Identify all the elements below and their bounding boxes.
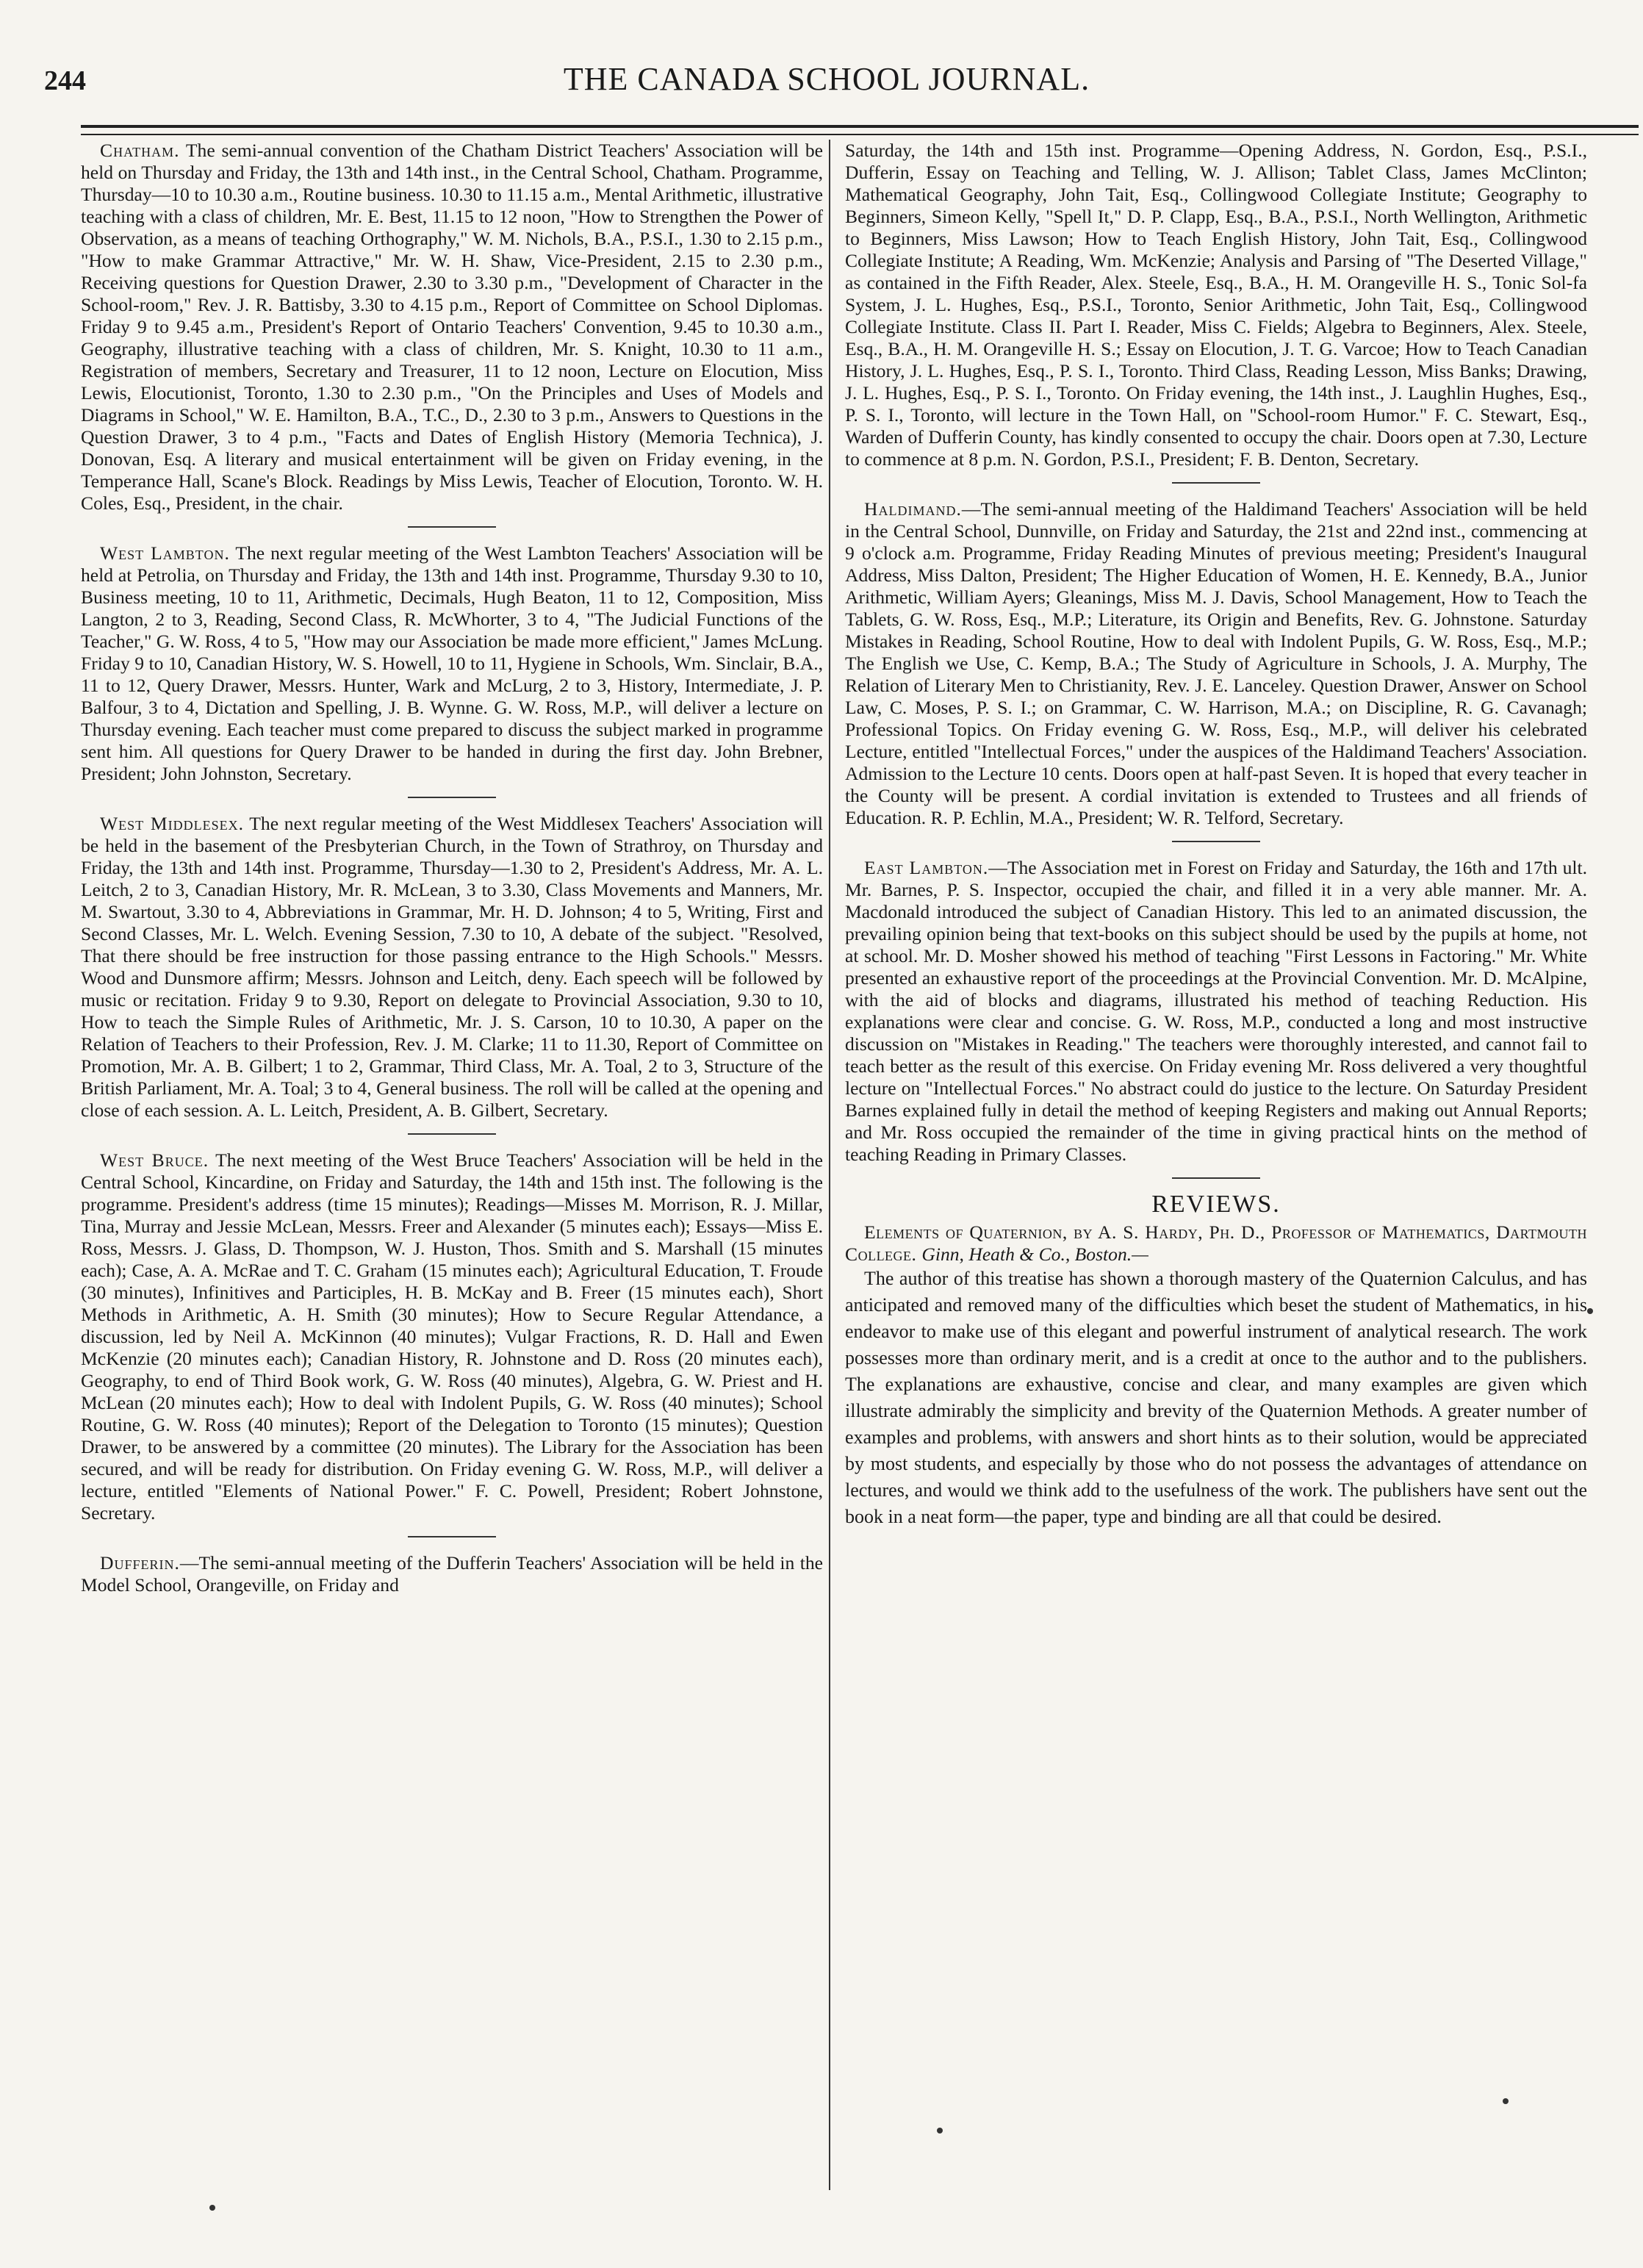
left-column	[81, 140, 823, 2197]
review-publisher: Ginn, Heath & Co., Boston.—	[921, 1244, 1148, 1265]
page-header	[44, 60, 1609, 104]
article-body: The next regular meeting of the West Middlesex Teachers' Association will be held in the basement of the Presbyterian Church, in the Town of Strathroy, on Thursday and Friday, the 13th and 14th inst. Programme, Thursday—1.30 to 2, President's Address, Mr. A. L. Leitch, 2 to 3, Canadian History, Mr. R. McLean, 3 to 3.30, Class Movements and Manners, Mr. M. Swartout, 3.30 to 4, Abbreviations in Grammar, Mr. H. D. Johnson; 4 to 5, Writing, First and Second Classes, Mr. L. Welch. Evening Session, 7.30 to 10, A debate of the subject. "Resolved, That there should be free instruction for those passing entrance to the High Schools." Messrs. Wood and Dunsmore affirm; Messrs. Johnson and Leitch, deny. Each speech will be followed by music or recitation. Friday 9 to 9.30, Report on delegate to Provincial Association, 9.30 to 10, How to teach the Simple Rules of Arithmetic, Mr. J. S. Carson, 10 to 10.30, A paper on the Relation of Teachers to their Profession, Rev. J. M. Clarke; 11 to 11.30, Report of Committee on Promotion, Mr. A. B. Gilbert; 1 to 2, Grammar, Third Class, Mr. A. Toal, 2 to 3, Structure of the British Parliament, Mr. A. Toal; 3 to 4, General business. The roll will be called at the opening and close of each session. A. L. Leitch, President, A. B. Gilbert, Secretary.	[81, 813, 823, 1121]
section-divider	[408, 1536, 496, 1537]
page-number: 244	[44, 65, 86, 96]
section-divider	[408, 526, 496, 528]
article-west-bruce	[81, 1149, 823, 1524]
review-title-line	[845, 1221, 1587, 1266]
right-column	[845, 140, 1587, 2197]
review-body: The author of this treatise has shown a thorough mastery of the Quaternion Calculus, and has anticipated and removed many of the difficulties which beset the student of Mathematics, in his endeavor to make use of this elegant and powerful instrument of analytical research. The work possesses more than ordinary merit, and is a credit at once to the author and to the publishers. The explanations are exhaustive, concise and clear, and many examples are given which illustrate admirably the simplicity and brevity of the Quaternion Methods. A greater number of examples and problems, with answers and short hints as to their solution, would be appreciated by most students, and especially by those who do not possess the advantages of attendance on lectures, and would we think add to the usefulness of the work. The publishers have sent out the book in a neat form—the paper, type and binding are all that could be desired.	[845, 1268, 1587, 1527]
journal-title: THE CANADA SCHOOL JOURNAL.	[563, 61, 1090, 97]
article-text	[81, 140, 823, 514]
header-rule	[81, 125, 1639, 135]
article-heading: Haldimand.	[864, 498, 962, 520]
article-chatham	[81, 140, 823, 514]
article-text	[81, 813, 823, 1122]
article-east-lambton	[845, 857, 1587, 1166]
article-heading: West Middlesex.	[100, 813, 245, 834]
article-west-middlesex	[81, 813, 823, 1122]
article-dufferin-continued	[845, 140, 1587, 470]
section-divider	[1172, 1177, 1260, 1179]
article-heading: Chatham.	[100, 140, 180, 161]
section-divider	[408, 1133, 496, 1135]
article-body: —The semi-annual meeting of the Dufferin Teachers' Association will be held in the Model School, Orangeville, on Friday and	[81, 1552, 823, 1596]
article-heading: West Bruce.	[100, 1149, 209, 1171]
section-divider	[1172, 482, 1260, 484]
article-body: Saturday, the 14th and 15th inst. Programme—Opening Address, N. Gordon, Esq., P.S.I., Dufferin, Essay on Teaching and Telling, W. J. Allison; Tablet Class, James McClinton; Mathematical Geography, John Tait, Esq., Collingwood Collegiate Institute; Geography to Beginners, Simeon Kelly, "Spell It," D. P. Clapp, Esq., B.A., P.S.I., North Wellington, Arithmetic to Beginners, Miss Lawson; How to Teach English History, John Tait, Esq., Collingwood Collegiate Institute; A Reading, Wm. McKenzie; Analysis and Parsing of "The Deserted Village," as contained in the Fifth Reader, Alex. Steele, Esq., B.A., H. M. Orangeville H. S., Tonic Sol-fa System, J. L. Hughes, Esq., P.S.I., Toronto, Senior Arithmetic, John Tait, Esq., Collingwood Collegiate Institute. Class II. Part I. Reader, Miss C. Fields; Algebra to Beginners, Alex. Steele, Esq., B.A., H. M. Orangeville H. S.; Essay on Elocution, J. T. G. Varcoe; How to Teach Canadian History, J. L. Hughes, Esq., P. S. I., Toronto. Third Class, Reading Lesson, Miss Banks; Drawing, J. L. Hughes, Esq., P. S. I., Toronto. On Friday evening, the 14th inst., J. Laughlin Hughes, Esq., P. S. I., Toronto, will lecture in the Town Hall, on "School-room Humor." F. C. Stewart, Esq., Warden of Dufferin County, has kindly consented to occupy the chair. Doors open at 7.30, Lecture to commence at 8 p.m. N. Gordon, P.S.I., President; F. B. Denton, Secretary.	[845, 140, 1587, 470]
ink-speck	[1587, 1308, 1593, 1314]
ink-speck	[1503, 2098, 1509, 2104]
article-heading: Dufferin.	[100, 1552, 180, 1573]
article-heading: East Lambton.	[864, 857, 989, 878]
article-body: The next regular meeting of the West Lambton Teachers' Association will be held at Petrolia, on Thursday and Friday, the 13th and 14th inst. Programme, Thursday 9.30 to 10, Business meeting, 10 to 11, Arithmetic, Decimals, Hugh Beaton, 11 to 12, Composition, Miss Langton, 2 to 3, Reading, Second Class, R. McWhorter, 3 to 4, "The Judicial Functions of the Teacher," G. W. Ross, 4 to 5, "How may our Association be made more efficient," James McLung. Friday 9 to 10, Canadian History, W. S. Howell, 10 to 11, Hygiene in Schools, Wm. Sinclair, B.A., 11 to 12, Query Drawer, Messrs. Hunter, Wark and McLurg, 2 to 3, History, Intermediate, J. P. Balfour, 3 to 4, Dictation and Spelling, J. B. Wynne. G. W. Ross, M.P., will deliver a lecture on Thursday evening. Each teacher must come prepared to discuss the subject marked in programme sent him. All questions for Query Drawer to be handed in during the first day. John Brebner, President; John Johnston, Secretary.	[81, 542, 823, 784]
article-dufferin	[81, 1552, 823, 1596]
article-haldimand	[845, 498, 1587, 829]
article-text	[81, 1149, 823, 1524]
ink-speck	[937, 2128, 943, 2134]
ink-speck	[209, 2205, 215, 2211]
article-body: —The semi-annual meeting of the Haldimand Teachers' Association will be held in the Central School, Dunnville, on Friday and Saturday, the 21st and 22nd inst., commencing at 9 o'clock a.m. Programme, Friday Reading Minutes of previous meeting; President's Inaugural Address, Miss Dalton, President; The Higher Education of Women, H. E. Kennedy, B.A., Junior Arithmetic, William Ayers; Gleanings, Miss M. J. Davis, School Management, How to Teach the Tablets, G. W. Ross, Esq., M.P.; Literature, its Origin and Benefits, Rev. G. Johnstone. Saturday Mistakes in Reading, School Routine, How to deal with Indolent Pupils, G. W. Ross, Esq., M.P.; The English we Use, C. Kemp, B.A.; The Study of Agriculture in Schools, J. A. Murphy, The Relation of Literary Men to Christianity, Rev. J. E. Lanceley. Question Drawer, Answer on School Law, C. Moses, P. S. I.; on Grammar, C. W. Harrison, M.A.; on Discipline, R. G. Cavanagh; Professional Topics. On Friday evening G. W. Ross, Esq., M.P., will deliver his celebrated Lecture, entitled "Intellectual Forces," under the auspices of the Haldimand Teachers' Association. Admission to the Lecture 10 cents. Doors open at half-past Seven. It is hoped that every teacher in the County will be present. A cordial invitation is extended to Trustees and all friends of Education. R. P. Echlin, M.A., President; W. R. Telford, Secretary.	[845, 498, 1587, 828]
article-text	[845, 857, 1587, 1166]
article-text	[81, 542, 823, 785]
section-divider	[408, 797, 496, 798]
article-west-lambton	[81, 542, 823, 785]
article-text	[81, 1552, 823, 1596]
reviews-heading: REVIEWS.	[1151, 1191, 1281, 1218]
review-quaternion	[845, 1221, 1587, 1530]
article-text	[845, 140, 1587, 470]
article-body: The next meeting of the West Bruce Teachers' Association will be held in the Central School, Kincardine, on Friday and Saturday, the 14th and 15th inst. The following is the programme. President's address (time 15 minutes); Readings—Misses M. Morrison, R. J. Millar, Tina, Murray and Jessie McLean, Messrs. Freer and Alexander (5 minutes each); Essays—Miss E. Ross, Messrs. J. Glass, D. Thompson, W. J. Huston, Thos. Smith and S. Marshall (15 minutes each); Case, A. A. McRae and T. C. Graham (15 minutes each); Agricultural Education, T. Froude (30 minutes), Infinitives and Participles, H. B. McKay and B. Freer (15 minutes each), Short Methods in Arithmetic, A. H. Smith (30 minutes); How to Secure Regular Attendance, a discussion, led by Neil A. McKinnon (40 minutes); Vulgar Fractions, R. D. Hall and Ewen McKenzie (20 minutes each); Canadian History, R. Johnstone and D. Ross (20 minutes each), Geography, to end of Third Book work, G. W. Ross (40 minutes), Algebra, G. W. Priest and H. McLean (20 minutes each); How to deal with Indolent Pupils, G. W. Ross (40 minutes); School Routine, G. W. Ross (40 minutes); Report of the Delegation to Toronto (15 minutes); Question Drawer, to be answered by a committee (20 minutes). The Library for the Association has been secured, and will be ready for distribution. On Friday evening G. W. Ross, M.P., will deliver a lecture, entitled "Elements of National Power." F. C. Powell, President; Robert Johnstone, Secretary.	[81, 1149, 823, 1524]
section-divider	[1172, 841, 1260, 842]
article-body: The semi-annual convention of the Chatham District Teachers' Association will be held on Thursday and Friday, the 13th and 14th inst., in the Central School, Chatham. Programme, Thursday—10 to 10.30 a.m., Routine business. 10.30 to 11.15 a.m., Mental Arithmetic, illustrative teaching with a class of children, Mr. E. Best, 11.15 to 12 noon, "How to Strengthen the Power of Observation, as a means of teaching Orthography," W. M. Nichols, B.A., P.S.I., 1.30 to 2.15 p.m., "How to make Grammar Attractive," Mr. W. H. Shaw, Vice-President, 2.15 to 2.30 p.m., Receiving questions for Question Drawer, 2.30 to 3.30 p.m., "Development of Character in the School-room," Rev. J. R. Battisby, 3.30 to 4.15 p.m., Report of Committee on School Diplomas. Friday 9 to 9.45 a.m., President's Report of Ontario Teachers' Convention, 9.45 to 10.30 a.m., Geography, illustrative teaching with a class of children, Mr. S. Knight, 10.30 to 11 a.m., Registration of members, Secretary and Treasurer, 11 to 12 noon, Lecture on Elocution, Miss Lewis, Elocutionist, Toronto, 1.30 to 2.30 p.m., "On the Principles and Uses of Models and Diagrams in School," W. E. Hamilton, B.A., T.C., D., 2.30 to 3 p.m., Answers to Questions in the Question Drawer, 3 to 4 p.m., "Facts and Dates of English History (Memoria Technica), J. Donovan, Esq. A literary and musical entertainment will be given on Friday evening, in the Temperance Hall, Scane's Block. Readings by Miss Lewis, Teacher of Elocution, Toronto. W. H. Coles, Esq., President, in the chair.	[81, 140, 823, 514]
article-body: —The Association met in Forest on Friday and Saturday, the 16th and 17th ult. Mr. Barnes, P. S. Inspector, occupied the chair, and filled it in a very able manner. Mr. A. Macdonald introduced the subject of Canadian History. This led to an animated discussion, the prevailing opinion being that text-books on this subject should be used by the pupils at home, not at school. Mr. D. Mosher showed his method of teaching "First Lessons in Factoring." Mr. White presented an exhaustive report of the proceedings at the Provincial Convention. Mr. D. McAlpine, with the aid of blocks and diagrams, illustrated his method of teaching Reduction. His explanations were clear and concise. G. W. Ross, M.P., conducted a long and most instructive discussion on "Mistakes in Reading." The teachers were thoroughly interested, and cannot fail to teach better as the result of this exercise. On Friday evening Mr. Ross delivered a very thoughtful lecture on "Intellectual Forces." No abstract could do justice to the lecture. On Saturday President Barnes explained fully in detail the method of keeping Registers and making out Annual Reports; and Mr. Ross occupied the remainder of the time in giving practical hints on the method of teaching Reading in Primary Classes.	[845, 857, 1587, 1165]
review-title: Elements of Quaternion, by A. S. Hardy, Ph. D., Professor of Mathematics, Dartmouth College.	[845, 1221, 1587, 1265]
column-divider	[829, 140, 830, 2190]
article-heading: West Lambton.	[100, 542, 230, 564]
article-text	[845, 498, 1587, 829]
